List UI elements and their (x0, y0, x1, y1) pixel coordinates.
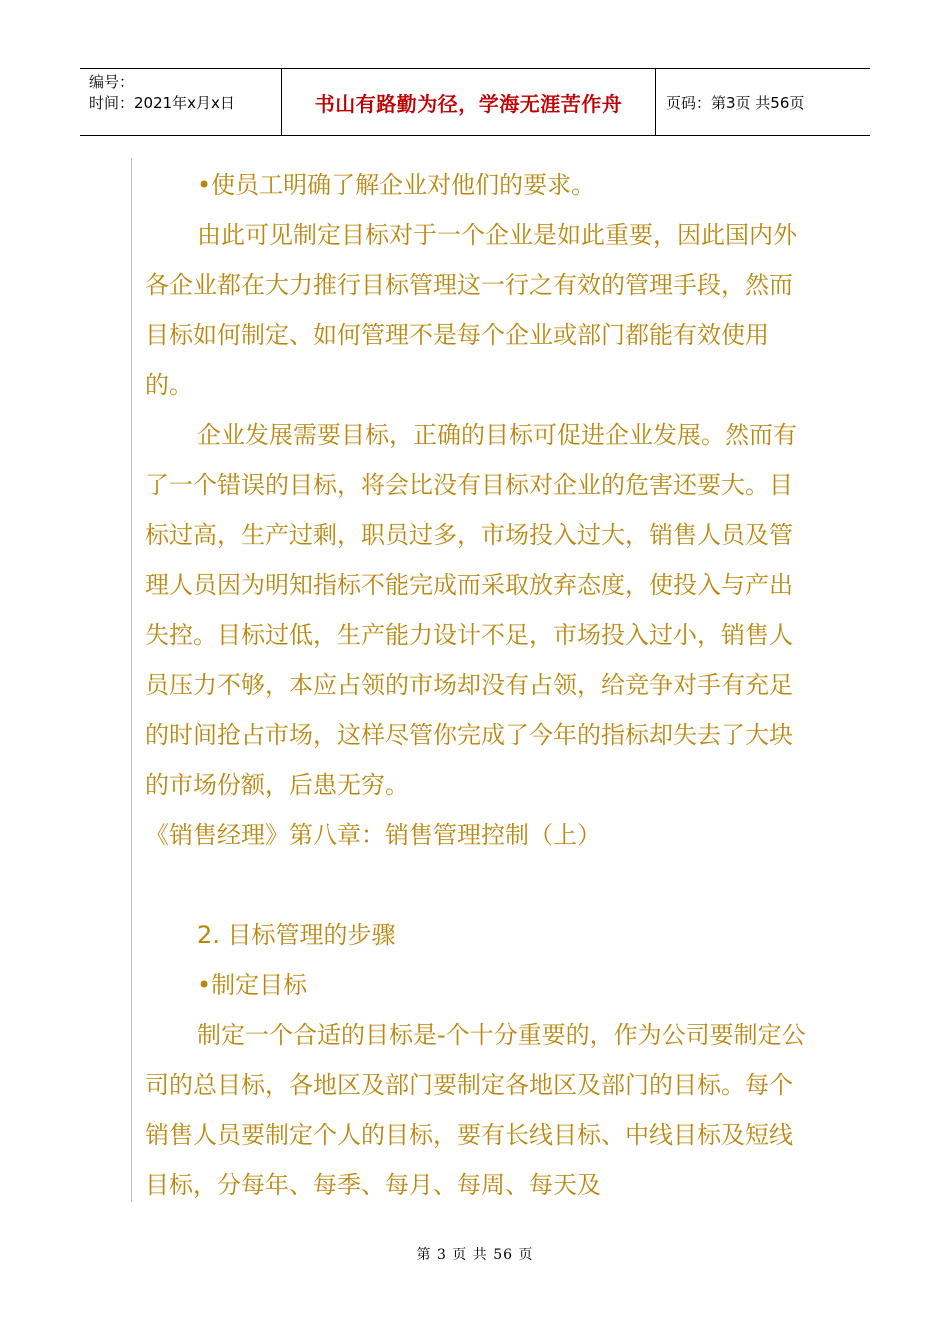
margin-line (131, 158, 132, 1202)
bullet-paragraph: •使员工明确了解企业对他们的要求。 (197, 171, 596, 199)
header-motto: 书山有路勤为径，学海无涯苦作舟 (282, 69, 656, 135)
body-paragraph: 制定一个合适的目标是-个十分重要的，作为公司要制定公司的总目标，各地区及部门要制定各地区及部门的目标。每个销售人员要制定个人的目标，要有长线目标、中线目标及短线目标，分每年、每季、每月、每周、每天及 (145, 1021, 806, 1199)
bullet-paragraph: •制定目标 (197, 971, 308, 999)
time-label: 时间：2021年x月x日 (89, 94, 235, 112)
number-label: 编号： (89, 73, 135, 91)
page-footer: 第 3 页 共 56 页 (416, 1247, 534, 1263)
document-body (145, 160, 810, 1210)
body-paragraph: 由此可见制定目标对于一个企业是如此重要，因此国内外各企业都在大力推行目标管理这一行之有效的管理手段，然而目标如何制定、如何管理不是每个企业或部门都能有效使用的。 (145, 221, 797, 399)
chapter-reference: 《销售经理》第八章：销售管理控制（上） (145, 821, 601, 849)
header-page-info: 页码：第3页 共56页 (666, 93, 805, 112)
body-paragraph: 企业发展需要目标，正确的目标可促进企业发展。然而有了一个错误的目标，将会比没有目标对企业的危害还要大。目标过高，生产过剩，职员过多，市场投入过大，销售人员及管理人员因为明知指标不能完成而采取放弃态度，使投入与产出失控。目标过低，生产能力设计不足，市场投入过小，销售人员压力不够，本应占领的市场却没有占领，给竞争对手有充足的时间抢占市场，这样尽管你完成了今年的指标却失去了大块的市场份额，后患无穷。 (145, 421, 797, 799)
section-heading: 2. 目标管理的步骤 (197, 921, 396, 949)
header-meta (80, 69, 282, 135)
document-header (80, 68, 870, 136)
